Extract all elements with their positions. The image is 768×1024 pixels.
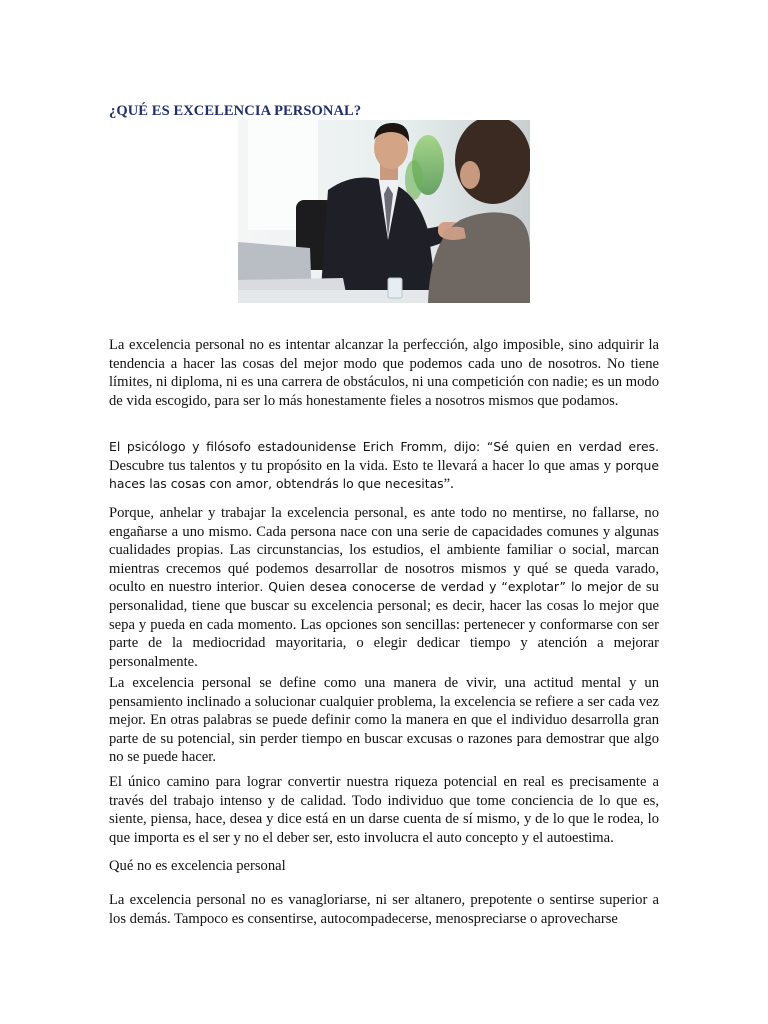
paragraph-2-middle: Descubre tus talentos y tu propósito en la vida. Esto te llevará a hacer lo que amas y xyxy=(109,457,616,474)
document-title: ¿QUÉ ES EXCELENCIA PERSONAL? xyxy=(109,103,362,119)
paragraph-3-start: Porque, anhelar y trabajar la excelencia personal, es ante todo no mentirse, no fallarse, no engañarse a uno mismo. Cada persona nace con una serie de capacidades comunes y algunas cualidades propias. Las circunstancias, los estudios, el ambiente familiar o social, marcan mientras crecemos qué podemos desarrollar de nosotros mismos y qué se queda varado, oculto en nuestro interior xyxy=(109,505,659,596)
section-heading: Qué no es excelencia personal xyxy=(109,858,286,874)
paragraph-1: La excelencia personal no es intentar alcanzar la perfección, algo imposible, sino adquirir la tendencia a hacer las cosas del mejor modo que podemos cada uno de nosotros. No tiene límites, ni diploma, ni es una carrera de obstáculos, ni una competición con nadie; es un modo de vida escogido, para ser lo más honestamente fieles a nosotros mismos que podamos. xyxy=(109,337,659,409)
paragraph-2-closing: ”. xyxy=(443,476,454,493)
paragraph-2-quote-end: porque haces las cosas con amor, obtendrás lo que necesitas xyxy=(109,457,659,492)
paragraph-4: La excelencia personal se define como una manera de vivir, una actitud mental y un pensamiento inclinado a solucionar cualquier problema, la excelencia se refiere a ser cada vez mejor. En otras palabras se puede definir como la manera en que el individuo desarrolla gran parte de su potencial, sin perder tiempo en buscar excusas o razones para demostrar que algo no se puede hacer. xyxy=(109,675,659,766)
handshake-photo-icon xyxy=(238,120,530,303)
paragraph-7: La excelencia personal no es vanagloriarse, ni ser altanero, prepotente o sentirse superior a los demás. Tampoco es consentirse, autocompadecerse, menospreciarse o aprovecharse xyxy=(109,892,659,927)
paragraph-2-quote-intro: El psicólogo y filósofo estadounidense Erich Fromm, dijo: “Sé quien en verdad eres. xyxy=(109,439,659,454)
paragraph-5: El único camino para lograr convertir nuestra riqueza potencial en real es precisamente a través del trabajo intenso y de calidad. Todo individuo que tome conciencia de lo que es, siente, piensa, hace, desea y dice está en un darse cuenta de sí mismo, y de lo que le rodea, lo que importa es el ser y no el deber ser, esto involucra el auto concepto y el autoestima. xyxy=(109,774,659,846)
paragraph-3 xyxy=(109,504,659,671)
paragraph-2 xyxy=(109,438,659,494)
paragraph-3-sans: . Quien desea conocerse de verdad y “explotar” lo mejor xyxy=(259,579,623,595)
paragraph-3-end: de su personalidad, tiene que buscar su excelencia personal; es decir, hacer las cosas lo mejor que sepa y pueda en cada momento. Las opciones son sencillas: pertenecer y conformarse con ser parte de la mediocridad mayoritaria, o elegir dedicar tiempo y atención a mejorar personalmente. xyxy=(109,579,659,670)
